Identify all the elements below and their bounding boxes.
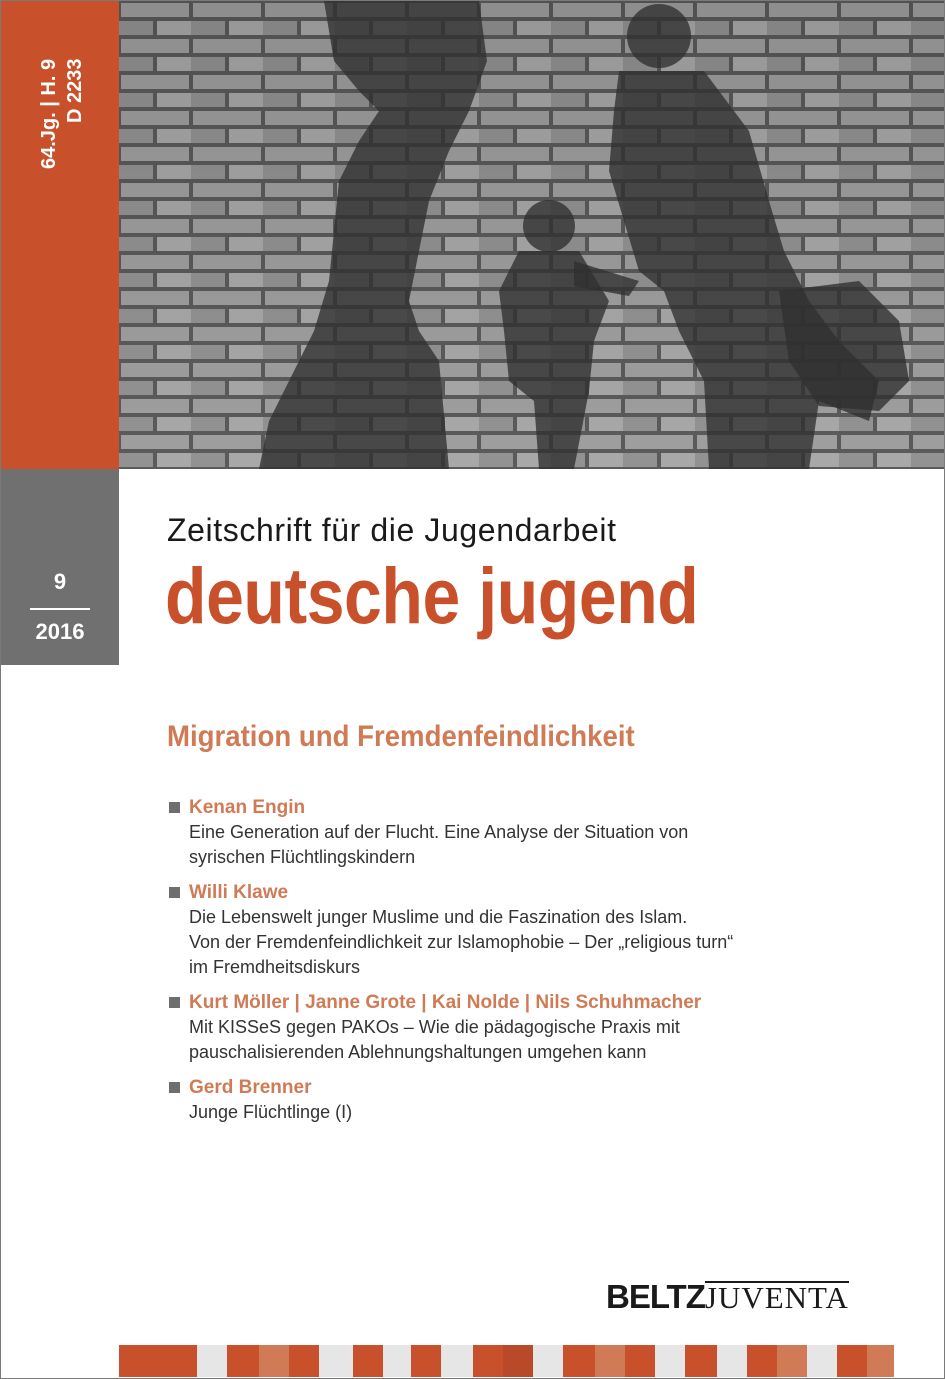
spine-issue-info: 64.Jg. | H. 9 bbox=[38, 58, 60, 169]
bullet-icon bbox=[169, 802, 180, 813]
list-item bbox=[167, 881, 867, 980]
article-description: Junge Flüchtlinge (I) bbox=[189, 1102, 353, 1122]
bullet-icon bbox=[169, 997, 180, 1008]
article-author: Gerd Brenner bbox=[189, 1077, 312, 1098]
article-description: Die Lebenswelt junger Muslime und die Faszination des Islam. Von der Fremdenfeindlichkeit zur Islamophobie – Der „religious turn“ im Fremdheitsdiskurs bbox=[189, 907, 734, 977]
issue-number: 9 bbox=[53, 569, 67, 594]
spine-bar bbox=[1, 1, 119, 469]
cover-photo bbox=[119, 1, 944, 469]
publisher-name-juventa: JUVENTA bbox=[704, 1280, 849, 1315]
spine-code: D 2233 bbox=[64, 58, 86, 123]
bullet-icon bbox=[169, 887, 180, 898]
article-author: Kenan Engin bbox=[189, 797, 306, 818]
list-item bbox=[167, 1076, 867, 1125]
article-author: Kurt Möller | Janne Grote | Kai Nolde | Nils Schuhmacher bbox=[189, 992, 702, 1013]
article-list bbox=[167, 796, 867, 1136]
journal-subtitle: Zeitschrift für die Jugendarbeit bbox=[167, 512, 617, 548]
decorative-stripes bbox=[119, 1345, 944, 1377]
issue-year: 2016 bbox=[35, 619, 85, 644]
issue-divider bbox=[30, 608, 90, 610]
publisher-logo bbox=[606, 1278, 849, 1318]
issue-theme: Migration und Fremdenfeindlichkeit bbox=[167, 720, 635, 753]
article-description: Mit KISSeS gegen PAKOs – Wie die pädagogische Praxis mit pauschalisierenden Ablehnungshaltungen umgehen kann bbox=[189, 1017, 680, 1062]
article-description: Eine Generation auf der Flucht. Eine Analyse der Situation von syrischen Flüchtlingskindern bbox=[189, 822, 689, 867]
journal-title: deutsche jugend bbox=[165, 551, 699, 640]
bullet-icon bbox=[169, 1082, 180, 1093]
article-author: Willi Klawe bbox=[189, 882, 289, 903]
list-item bbox=[167, 796, 867, 870]
issue-block bbox=[1, 469, 119, 665]
list-item bbox=[167, 991, 867, 1065]
publisher-name-beltz: BELTZ bbox=[606, 1278, 705, 1315]
